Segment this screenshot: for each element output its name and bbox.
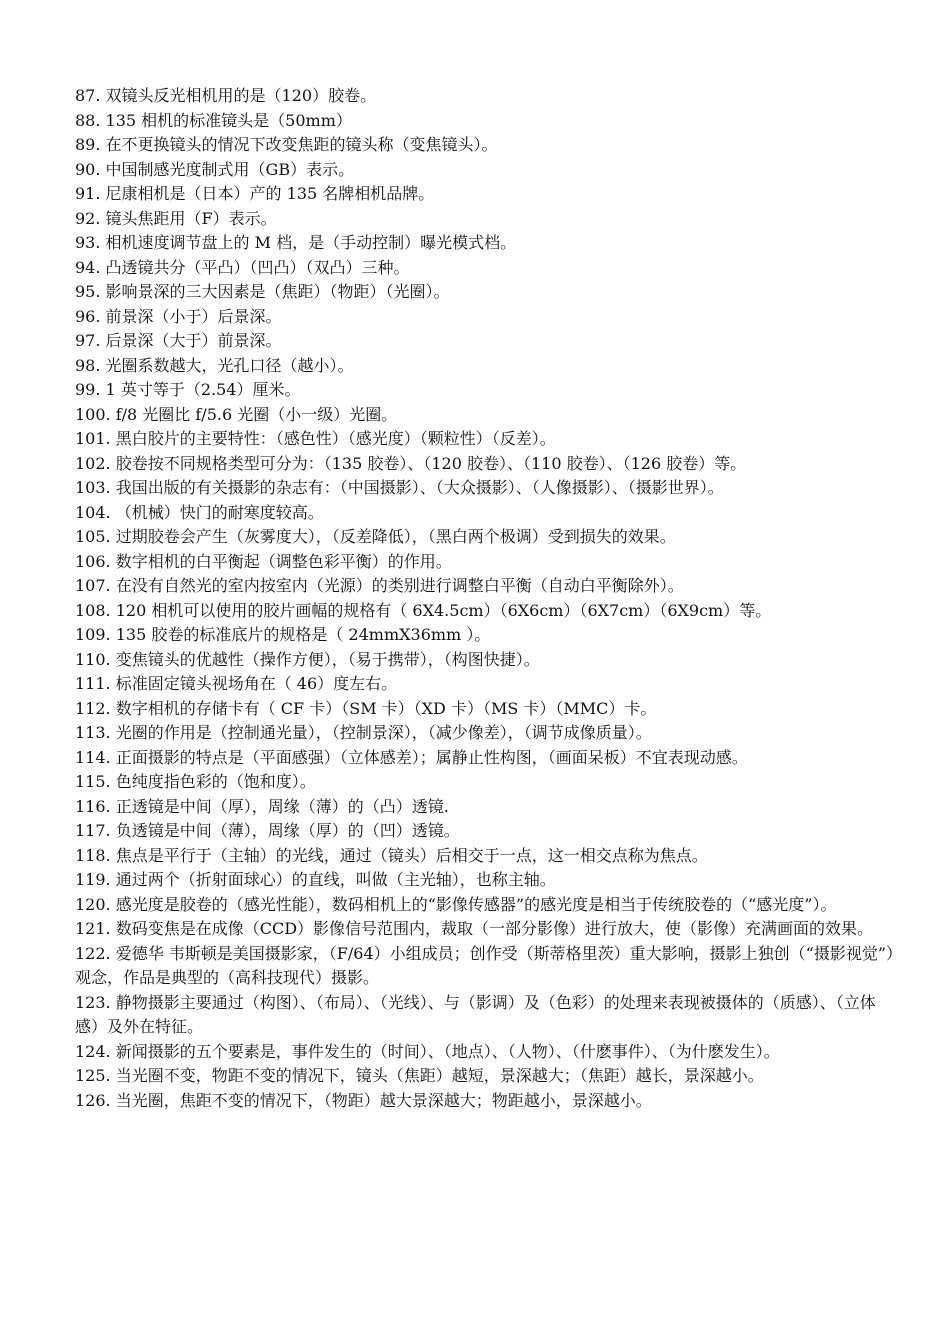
list-item [75, 109, 895, 134]
item-number: 103. [75, 478, 111, 497]
list-item [75, 207, 895, 232]
item-text: 静物摄影主要通过（构图）、（布局）、（光线）、与（影调）及（色彩）的处理来表现被摄体的（质感）、（立体感）及外在特征。 [75, 992, 876, 1036]
item-number: 100. [75, 404, 111, 424]
item-number: 88. [75, 110, 101, 130]
list-item [75, 452, 895, 477]
item-number: 117. [75, 821, 111, 840]
item-text: 135 相机的标准镜头是（50mm） [105, 110, 352, 130]
item-number: 98. [75, 355, 101, 375]
list-item [75, 1089, 895, 1114]
item-text: 色纯度指色彩的（饱和度）。 [115, 772, 316, 791]
item-text: 数字相机的存储卡有（ CF 卡）（SM 卡）（XD 卡）（MS 卡）（MMC）卡。 [115, 698, 657, 718]
item-number: 105. [75, 527, 111, 546]
item-number: 96. [75, 306, 101, 326]
item-text: 标准固定镜头视场角在（ 46）度左右。 [115, 674, 398, 693]
item-number: 112. [75, 698, 111, 718]
item-number: 123. [75, 992, 111, 1012]
item-number: 120. [75, 894, 111, 914]
item-number: 111. [75, 674, 111, 693]
item-text: 当光圈不变，物距不变的情况下，镜头（焦距）越短，景深越大；（焦距）越长，景深越小。 [115, 1066, 764, 1085]
list-item [75, 795, 895, 820]
item-number: 122. [75, 943, 111, 963]
list-item [75, 893, 895, 918]
item-number: 124. [75, 1041, 111, 1061]
item-text: 前景深（小于）后景深。 [105, 306, 282, 326]
list-item [75, 697, 895, 722]
list-item [75, 672, 895, 697]
item-number: 87. [75, 86, 101, 105]
item-text: 数码变焦是在成像（CCD）影像信号范围内，裁取（一部分影像）进行放大，使（影像）充满画面的效果。 [115, 919, 874, 938]
item-text: 感光度是胶卷的（感光性能），数码相机上的“影像传感器”的感光度是相当于传统胶卷的（“感光度”）。 [115, 894, 837, 914]
list-item [75, 280, 895, 305]
list-item [75, 550, 895, 575]
item-text: 光圈系数越大，光孔口径（越小）。 [105, 355, 354, 375]
item-number: 106. [75, 551, 111, 571]
document-body [75, 84, 895, 1113]
list-item [75, 329, 895, 354]
item-text: 尼康相机是（日本）产的 135 名牌相机品牌。 [105, 184, 435, 203]
item-number: 97. [75, 331, 101, 350]
item-text: 镜头焦距用（F）表示。 [105, 208, 277, 228]
item-text: 1 英寸等于（2.54）厘米。 [105, 380, 301, 399]
item-number: 94. [75, 257, 101, 277]
list-item [75, 844, 895, 869]
item-number: 121. [75, 919, 111, 938]
list-item [75, 525, 895, 550]
item-text: 黑白胶片的主要特性：（感色性）（感光度）（颗粒性）（反差）。 [115, 429, 556, 448]
item-number: 95. [75, 282, 101, 301]
list-item [75, 256, 895, 281]
item-number: 125. [75, 1066, 111, 1085]
item-text: 光圈的作用是（控制通光量），（控制景深），（减少像差），（调节成像质量）。 [115, 723, 652, 742]
item-text: 当光圈，焦距不变的情况下，（物距）越大景深越大；物距越小，景深越小。 [115, 1090, 652, 1110]
item-text: 数字相机的白平衡起（调整色彩平衡）的作用。 [115, 551, 452, 571]
item-text: 相机速度调节盘上的 M 档，是（手动控制）曝光模式档。 [105, 233, 517, 252]
item-text: 在不更换镜头的情况下改变焦距的镜头称（变焦镜头）。 [105, 135, 498, 154]
item-text: 双镜头反光相机用的是（120）胶卷。 [105, 86, 377, 105]
list-item [75, 133, 895, 158]
item-number: 119. [75, 870, 111, 889]
item-number: 93. [75, 233, 101, 252]
item-text: 中国制感光度制式用（GB）表示。 [105, 159, 355, 179]
item-number: 116. [75, 796, 111, 816]
list-item [75, 403, 895, 428]
item-text: 胶卷按不同规格类型可分为：（135 胶卷）、（120 胶卷）、（110 胶卷）、（126 胶卷）等。 [115, 453, 747, 473]
list-item [75, 917, 895, 942]
item-number: 126. [75, 1090, 111, 1110]
list-item [75, 1064, 895, 1089]
list-item [75, 501, 895, 526]
item-number: 101. [75, 429, 111, 448]
item-text: f/8 光圈比 f/5.6 光圈（小一级）光圈。 [115, 404, 398, 424]
item-number: 99. [75, 380, 101, 399]
item-text: 通过两个（折射面球心）的直线，叫做（主光轴），也称主轴。 [115, 870, 556, 889]
list-item [75, 378, 895, 403]
list-item [75, 182, 895, 207]
list-item [75, 721, 895, 746]
item-text: 过期胶卷会产生（灰雾度大），（反差降低），（黑白两个极调）受到损失的效果。 [115, 527, 676, 546]
list-item [75, 354, 895, 379]
list-item [75, 599, 895, 624]
list-item [75, 868, 895, 893]
item-number: 102. [75, 453, 111, 473]
item-text: 变焦镜头的优越性（操作方便），（易于携带），（构图快捷）。 [115, 649, 540, 669]
item-number: 114. [75, 747, 111, 767]
list-item [75, 305, 895, 330]
item-number: 107. [75, 576, 111, 595]
item-number: 115. [75, 772, 111, 791]
item-text: 影响景深的三大因素是（焦距）（物距）（光圈）。 [105, 282, 450, 301]
list-item [75, 476, 895, 501]
item-text: 负透镜是中间（薄），周缘（厚）的（凹）透镜。 [115, 821, 460, 840]
item-text: 新闻摄影的五个要素是，事件发生的（时间）、（地点）、（人物）、（什麽事件）、（为什麽发生）。 [115, 1041, 780, 1061]
list-item [75, 991, 895, 1040]
item-text: 正面摄影的特点是（平面感强）（立体感差）；属静止性构图，（画面呆板）不宜表现动感。 [115, 747, 748, 767]
item-number: 118. [75, 845, 111, 865]
item-text: 爱德华 韦斯顿是美国摄影家，（F/64）小组成员；创作受（斯蒂格里茨）重大影响，摄影上独创（“摄影视觉”）观念，作品是典型的（高科技现代）摄影。 [75, 943, 895, 987]
item-number: 91. [75, 184, 101, 203]
list-item [75, 231, 895, 256]
list-item [75, 746, 895, 771]
item-number: 104. [75, 502, 111, 522]
list-item [75, 819, 895, 844]
item-text: 在没有自然光的室内按室内（光源）的类别进行调整白平衡（自动白平衡除外）。 [115, 576, 684, 595]
list-item [75, 158, 895, 183]
item-number: 90. [75, 159, 101, 179]
item-text: 120 相机可以使用的胶片画幅的规格有（ 6X4.5cm）（6X6cm）（6X7cm）（6X9cm）等。 [115, 600, 772, 620]
list-item [75, 84, 895, 109]
item-number: 89. [75, 135, 101, 154]
list-item [75, 770, 895, 795]
item-text: 焦点是平行于（主轴）的光线，通过（镜头）后相交于一点，这一相交点称为焦点。 [115, 845, 708, 865]
list-item [75, 1040, 895, 1065]
list-item [75, 648, 895, 673]
item-text: （机械）快门的耐寒度较高。 [115, 502, 324, 522]
list-item [75, 427, 895, 452]
item-number: 92. [75, 208, 101, 228]
item-number: 113. [75, 723, 111, 742]
list-item [75, 623, 895, 648]
item-number: 110. [75, 649, 111, 669]
item-number: 109. [75, 625, 111, 644]
item-text: 135 胶卷的标准底片的规格是（ 24mmX36mm ）。 [115, 625, 491, 644]
list-item [75, 942, 895, 991]
item-text: 我国出版的有关摄影的杂志有：（中国摄影）、（大众摄影）、（人像摄影）、（摄影世界）。 [115, 478, 724, 497]
list-item [75, 574, 895, 599]
item-text: 后景深（大于）前景深。 [105, 331, 282, 350]
item-text: 正透镜是中间（厚），周缘（薄）的（凸）透镜. [115, 796, 449, 816]
item-number: 108. [75, 600, 111, 620]
item-text: 凸透镜共分（平凸）（凹凸）（双凸）三种。 [105, 257, 410, 277]
